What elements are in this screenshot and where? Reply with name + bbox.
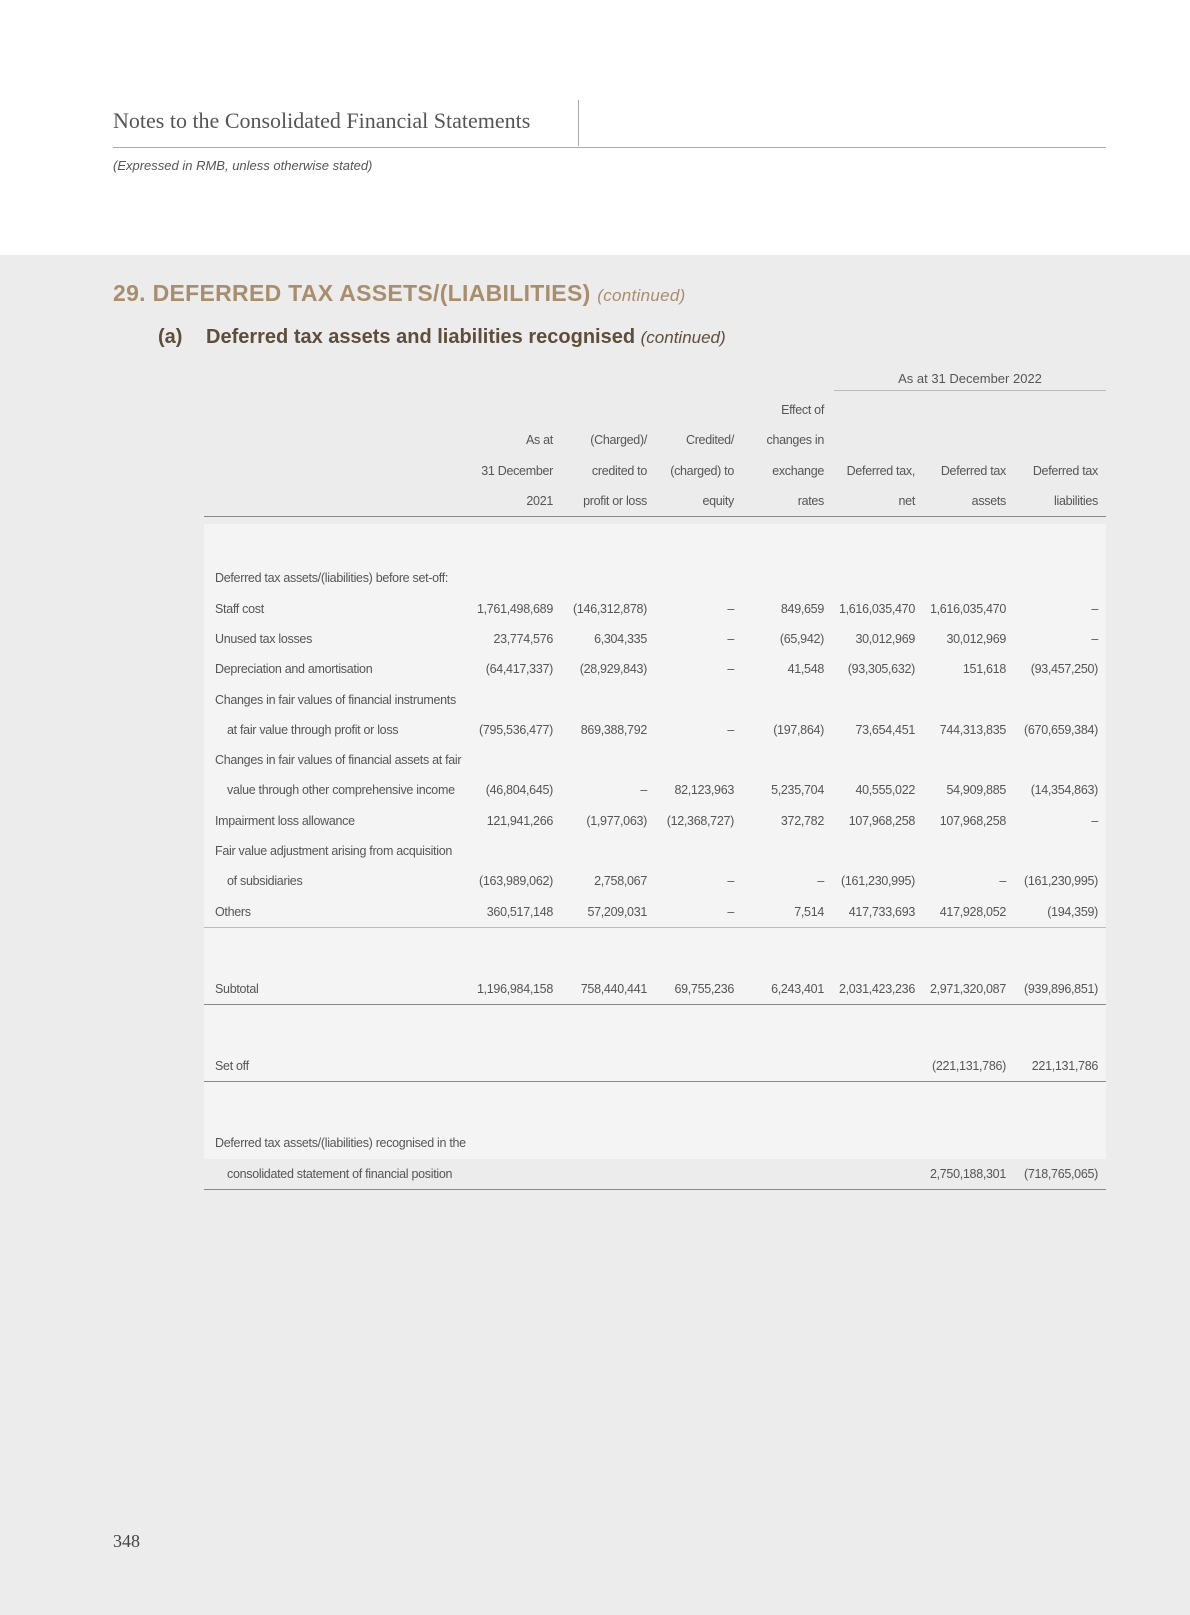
cell: 849,659	[780, 601, 824, 616]
row-label: Deferred tax assets/(liabilities) before set-off:	[215, 571, 449, 586]
row-label: of subsidiaries	[227, 874, 303, 889]
spacer	[204, 540, 1106, 563]
spacer	[204, 951, 1106, 974]
spacer	[204, 1082, 1106, 1105]
cell: 57,209,031	[587, 904, 647, 919]
cell: (221,131,786)	[932, 1059, 1006, 1074]
table-row	[204, 745, 1106, 775]
cell: (161,230,995)	[841, 874, 915, 889]
section-continued: (continued)	[597, 286, 686, 305]
cell: 54,909,885	[946, 783, 1006, 798]
row-label: consolidated statement of financial position	[227, 1166, 453, 1181]
rule	[204, 1189, 1106, 1190]
row-label: Changes in fair values of financial instruments	[215, 692, 456, 707]
column-header: (charged) to	[670, 463, 734, 478]
row-label: Changes in fair values of financial assets at fair	[215, 753, 462, 768]
row-label: Impairment loss allowance	[215, 813, 355, 828]
cell: –	[727, 722, 734, 737]
subsection-continued: (continued)	[640, 328, 726, 347]
column-header: credited to	[591, 463, 647, 478]
cell: 121,941,266	[486, 813, 553, 828]
cell: 40,555,022	[855, 783, 915, 798]
cell: –	[1091, 813, 1098, 828]
header-row	[204, 425, 1106, 455]
cell: –	[727, 874, 734, 889]
cell: –	[727, 601, 734, 616]
cell: 1,616,035,470	[838, 601, 915, 616]
column-header: Deferred tax	[940, 463, 1006, 478]
cell: (28,929,843)	[579, 662, 647, 677]
cell: (1,977,063)	[586, 813, 647, 828]
column-header: rates	[797, 494, 824, 509]
column-header: changes in	[766, 433, 824, 448]
spacer	[204, 928, 1106, 951]
cell: 1,616,035,470	[929, 601, 1006, 616]
row-label: value through other comprehensive income	[227, 783, 455, 798]
table-row	[204, 775, 1106, 805]
column-header: equity	[702, 494, 734, 509]
cell: 360,517,148	[486, 904, 553, 919]
cell: 869,388,792	[580, 722, 647, 737]
cell: –	[1091, 631, 1098, 646]
spacer	[204, 1005, 1106, 1028]
column-header: 31 December	[481, 463, 553, 478]
cell: (163,989,062)	[479, 874, 553, 889]
cell: 6,243,401	[771, 981, 824, 996]
section-heading	[113, 280, 686, 307]
cell: 30,012,969	[946, 631, 1006, 646]
table-row	[204, 806, 1106, 836]
subtotal-row	[204, 974, 1106, 1004]
cell: 73,654,451	[855, 722, 915, 737]
subsection-number: (a)	[158, 326, 183, 348]
recognised-row	[204, 1159, 1106, 1189]
cell: 7,514	[794, 904, 824, 919]
cell: 2,750,188,301	[929, 1166, 1006, 1181]
column-header: (Charged)/	[590, 433, 647, 448]
cell: 758,440,441	[580, 981, 647, 996]
column-header: 2021	[526, 494, 553, 509]
column-group-header: As at 31 December 2022	[834, 371, 1106, 391]
cell: (161,230,995)	[1024, 874, 1098, 889]
row-label: Subtotal	[215, 981, 259, 996]
page-header-area	[0, 0, 1190, 255]
cell: –	[1091, 601, 1098, 616]
cell: 82,123,963	[674, 783, 734, 798]
section-title: DEFERRED TAX ASSETS/(LIABILITIES)	[152, 280, 591, 306]
column-header: profit or loss	[583, 494, 647, 509]
table-row	[204, 684, 1106, 714]
row-label: at fair value through profit or loss	[227, 722, 399, 737]
cell: –	[727, 662, 734, 677]
table-row	[204, 593, 1106, 623]
cell: 5,235,704	[771, 783, 824, 798]
column-header: Effect of	[781, 403, 824, 418]
cell: 2,031,423,236	[838, 981, 915, 996]
cell: 41,548	[787, 662, 824, 677]
spacer	[204, 1105, 1106, 1128]
cell: (197,864)	[773, 722, 824, 737]
column-header: net	[898, 494, 915, 509]
column-header: Deferred tax,	[846, 463, 915, 478]
column-header: liabilities	[1054, 494, 1098, 509]
cell: (670,659,384)	[1024, 722, 1098, 737]
cell: 107,968,258	[848, 813, 915, 828]
table-row	[204, 654, 1106, 684]
header-row	[204, 486, 1106, 516]
cell: 6,304,335	[594, 631, 647, 646]
column-header: assets	[971, 494, 1006, 509]
cell: 69,755,236	[674, 981, 734, 996]
row-label: Others	[215, 904, 251, 919]
section-number: 29.	[113, 280, 146, 306]
column-header: As at	[526, 433, 553, 448]
cell: (64,417,337)	[485, 662, 553, 677]
cell: (718,765,065)	[1024, 1166, 1098, 1181]
cell: (93,457,250)	[1030, 662, 1098, 677]
cell: 1,761,498,689	[476, 601, 553, 616]
spacer	[204, 517, 1106, 540]
table-row	[204, 836, 1106, 866]
header-row	[204, 395, 1106, 425]
cell: 1,196,984,158	[476, 981, 553, 996]
cell: –	[999, 874, 1006, 889]
cell: (65,942)	[779, 631, 824, 646]
page-number: 348	[113, 1531, 140, 1551]
header-divider	[578, 100, 579, 146]
cell: (146,312,878)	[573, 601, 647, 616]
row-label: Set off	[215, 1059, 249, 1074]
table-row	[204, 866, 1106, 896]
cell: 417,928,052	[939, 904, 1006, 919]
deferred-tax-table	[204, 395, 1106, 1190]
row-label: Depreciation and amortisation	[215, 662, 373, 677]
cell: 221,131,786	[1031, 1059, 1098, 1074]
cell: (939,896,851)	[1024, 981, 1098, 996]
header-rule	[113, 147, 1106, 148]
cell: 151,618	[962, 662, 1006, 677]
row-label: Unused tax losses	[215, 631, 313, 646]
cell: 417,733,693	[848, 904, 915, 919]
row-label: Deferred tax assets/(liabilities) recognised in the	[215, 1136, 466, 1151]
row-label: Staff cost	[215, 601, 264, 616]
row-label: Fair value adjustment arising from acquisition	[215, 844, 453, 858]
cell: 2,758,067	[594, 874, 647, 889]
cell: 30,012,969	[855, 631, 915, 646]
cell: 372,782	[780, 813, 824, 828]
cell: (46,804,645)	[485, 783, 553, 798]
recognised-row	[204, 1128, 1106, 1158]
section-label-row	[204, 563, 1106, 593]
cell: –	[817, 874, 824, 889]
cell: (194,359)	[1047, 904, 1098, 919]
header-row	[204, 456, 1106, 486]
table-row	[204, 896, 1106, 926]
cell: 23,774,576	[493, 631, 553, 646]
cell: (795,536,477)	[479, 722, 553, 737]
table-row	[204, 715, 1106, 745]
cell: –	[727, 631, 734, 646]
column-header: Deferred tax	[1032, 463, 1098, 478]
running-header-title: Notes to the Consolidated Financial Statements	[113, 108, 531, 133]
cell: –	[640, 783, 647, 798]
column-header: exchange	[772, 463, 824, 478]
column-header: Credited/	[685, 433, 734, 448]
cell: (14,354,863)	[1030, 783, 1098, 798]
cell: (12,368,727)	[666, 813, 734, 828]
cell: (93,305,632)	[847, 662, 915, 677]
set-off-row	[204, 1051, 1106, 1081]
cell: 107,968,258	[939, 813, 1006, 828]
currency-note: (Expressed in RMB, unless otherwise stated)	[113, 158, 373, 173]
table-row	[204, 624, 1106, 654]
cell: –	[727, 904, 734, 919]
spacer	[204, 1028, 1106, 1051]
cell: 744,313,835	[939, 722, 1006, 737]
cell: 2,971,320,087	[929, 981, 1006, 996]
subsection-title: Deferred tax assets and liabilities recognised	[206, 326, 636, 348]
subsection-heading	[158, 326, 726, 349]
